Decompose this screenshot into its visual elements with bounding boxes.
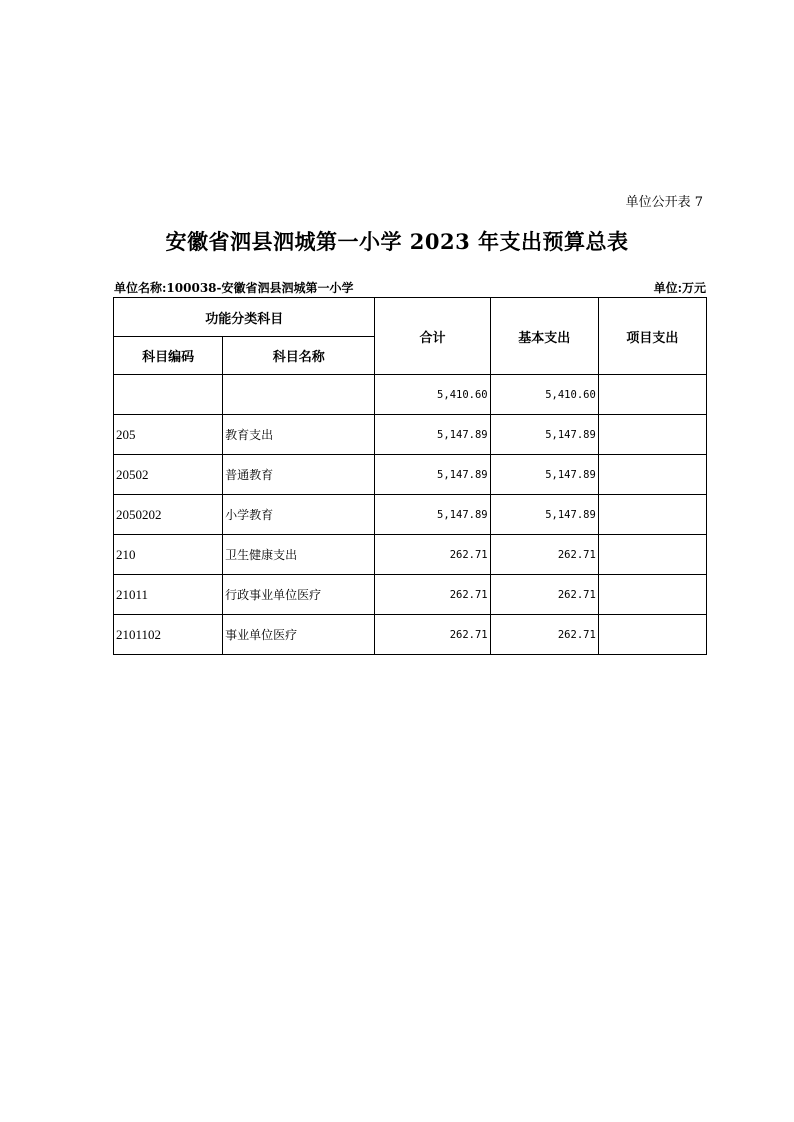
subject-code-cell (114, 375, 223, 415)
project-expenditure-header: 项目支出 (598, 298, 706, 375)
project-expenditure-cell (598, 495, 706, 535)
subject-name-cell: 教育支出 (223, 415, 375, 455)
basic-expenditure-cell: 262.71 (490, 535, 598, 575)
project-expenditure-cell (598, 575, 706, 615)
subject-code-cell: 205 (114, 415, 223, 455)
table-row (114, 375, 707, 415)
project-expenditure-cell (598, 455, 706, 495)
project-expenditure-cell (598, 615, 706, 655)
table-row (114, 575, 707, 615)
table-row (114, 415, 707, 455)
table-number: 单位公开表 7 (625, 195, 703, 210)
basic-expenditure-cell: 5,410.60 (490, 375, 598, 415)
project-expenditure-cell (598, 535, 706, 575)
basic-expenditure-header: 基本支出 (490, 298, 598, 375)
table-row (114, 495, 707, 535)
subject-code-cell: 210 (114, 535, 223, 575)
total-cell: 5,410.60 (375, 375, 490, 415)
budget-table (113, 297, 707, 655)
total-cell: 5,147.89 (375, 495, 490, 535)
subject-name-cell: 小学教育 (223, 495, 375, 535)
unit-label: 单位:万元 (653, 281, 706, 295)
total-cell: 262.71 (375, 575, 490, 615)
project-expenditure-cell (598, 415, 706, 455)
total-cell: 262.71 (375, 615, 490, 655)
basic-expenditure-cell: 262.71 (490, 615, 598, 655)
subject-code-cell: 21011 (114, 575, 223, 615)
subject-code-header: 科目编码 (114, 337, 223, 375)
unit-name: 单位名称:100038-安徽省泗县泗城第一小学 (114, 281, 354, 295)
subject-code-cell: 2050202 (114, 495, 223, 535)
project-expenditure-cell (598, 375, 706, 415)
subject-name-cell (223, 375, 375, 415)
basic-expenditure-cell: 262.71 (490, 575, 598, 615)
table-row (114, 615, 707, 655)
total-header: 合计 (375, 298, 490, 375)
table-row (114, 535, 707, 575)
basic-expenditure-cell: 5,147.89 (490, 415, 598, 455)
page-title: 安徽省泗县泗城第一小学 2023 年支出预算总表 (165, 229, 629, 254)
function-category-header: 功能分类科目 (114, 298, 375, 337)
subject-name-cell: 卫生健康支出 (223, 535, 375, 575)
subject-name-cell: 事业单位医疗 (223, 615, 375, 655)
subject-code-cell: 20502 (114, 455, 223, 495)
subject-code-cell: 2101102 (114, 615, 223, 655)
subject-name-header: 科目名称 (223, 337, 375, 375)
basic-expenditure-cell: 5,147.89 (490, 455, 598, 495)
subject-name-cell: 普通教育 (223, 455, 375, 495)
total-cell: 5,147.89 (375, 415, 490, 455)
table-row (114, 455, 707, 495)
total-cell: 262.71 (375, 535, 490, 575)
total-cell: 5,147.89 (375, 455, 490, 495)
subject-name-cell: 行政事业单位医疗 (223, 575, 375, 615)
basic-expenditure-cell: 5,147.89 (490, 495, 598, 535)
